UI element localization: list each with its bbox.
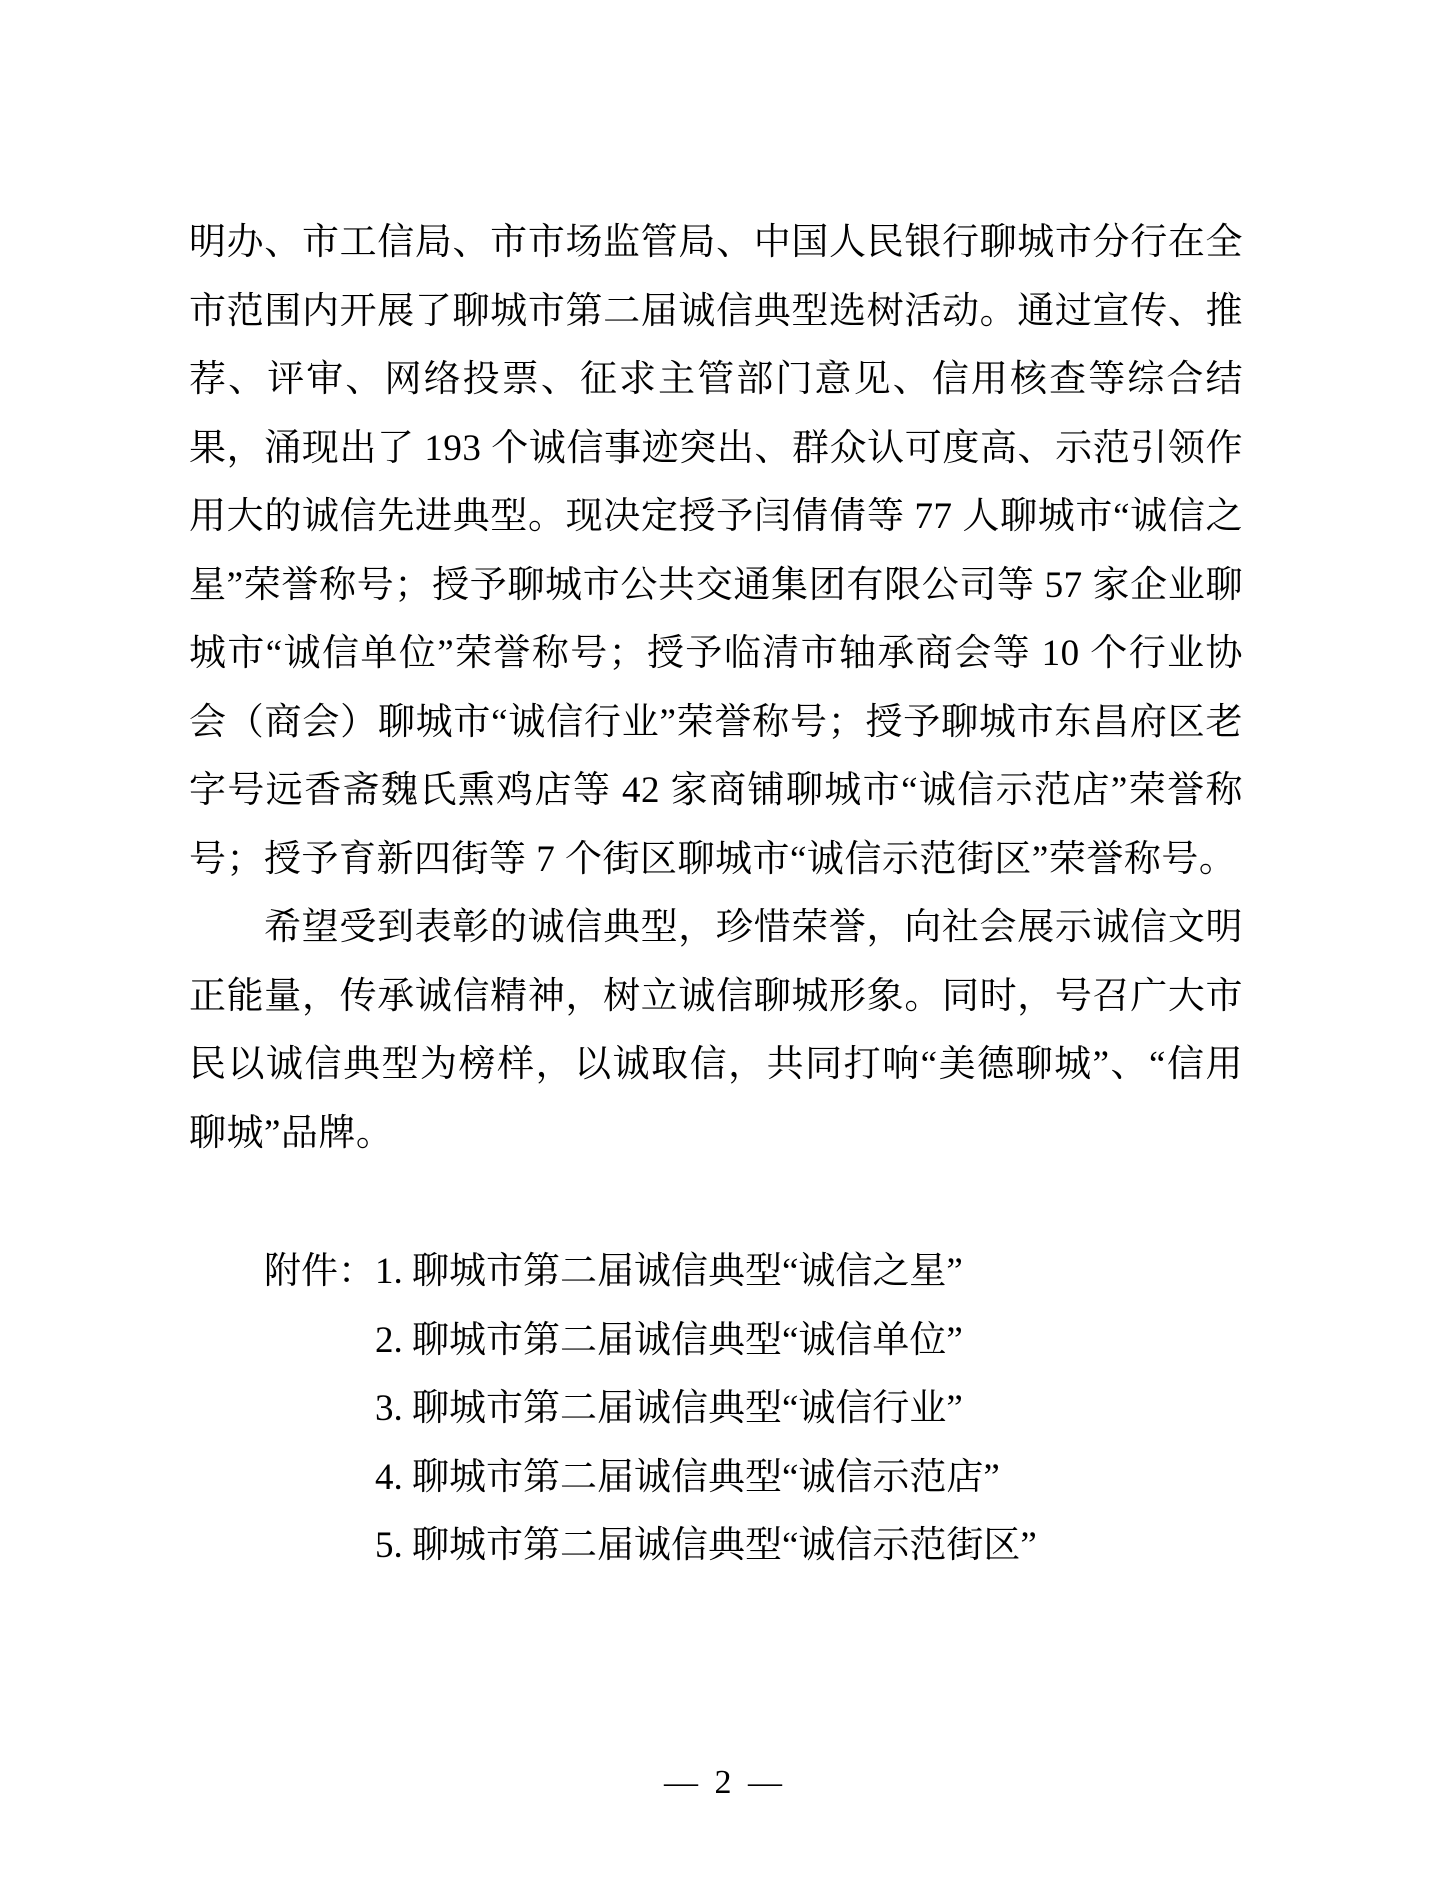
page-number: — 2 — — [664, 1764, 786, 1801]
attachments-block — [189, 1238, 1243, 1581]
attachment-item-3: 3. 聊城市第二届诚信典型“诚信行业” — [375, 1388, 963, 1429]
paragraph-hope-call: 希望受到表彰的诚信典型，珍惜荣誉，向社会展示诚信文明正能量，传承诚信精神，树立诚信聊城形象。同时，号召广大市民以诚信典型为榜样，以诚取信，共同打响“美德聊城”、“信用聊城”品牌。 — [189, 907, 1243, 1154]
paragraph-selection-results: 明办、市工信局、市市场监管局、中国人民银行聊城市分行在全市范围内开展了聊城市第二届诚信典型选树活动。通过宣传、推荐、评审、网络投票、征求主管部门意见、信用核查等综合结果，涌现出了 193 个诚信事迹突出、群众认可度高、示范引领作用大的诚信先进典型。现决定授予闫倩倩等 77 人聊城市“诚信之星”荣誉称号；授予聊城市公共交通集团有限公司等 57 家企业聊城市“诚信单位”荣誉称号；授予临清市轴承商会等 10 个行业协会（商会）聊城市“诚信行业”荣誉称号；授予聊城市东昌府区老字号远香斋魏氏熏鸡店等 42 家商铺聊城市“诚信示范店”荣誉称号；授予育新四街等 7 个街区聊城市“诚信示范街区”荣誉称号。 — [189, 222, 1243, 880]
attachment-item-1: 1. 聊城市第二届诚信典型“诚信之星” — [375, 1251, 963, 1292]
attachment-item-2: 2. 聊城市第二届诚信典型“诚信单位” — [375, 1319, 963, 1361]
document-body — [189, 209, 1243, 1581]
attachments-list — [375, 1238, 1243, 1581]
attachment-item-5: 5. 聊城市第二届诚信典型“诚信示范街区” — [375, 1525, 1037, 1566]
attachment-item-4: 4. 聊城市第二届诚信典型“诚信示范店” — [375, 1456, 1000, 1498]
attachments-label: 附件： — [264, 1251, 375, 1292]
